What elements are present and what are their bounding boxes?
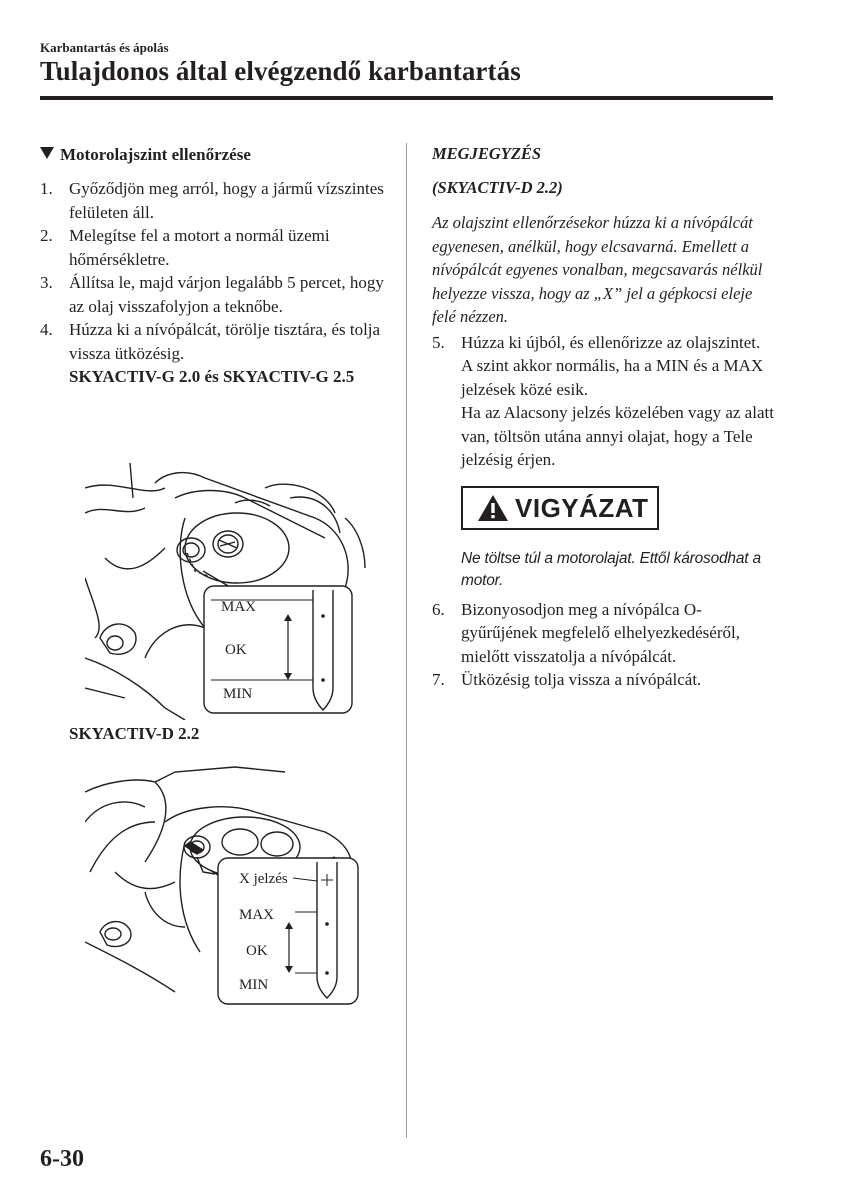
label-max: MAX bbox=[221, 599, 257, 615]
steps-list bbox=[40, 177, 385, 389]
label-x-mark: X jelzés bbox=[239, 871, 288, 887]
column-divider bbox=[406, 143, 407, 1138]
engine-label-g: SKYACTIV-G 2.0 és SKYACTIV-G 2.5 bbox=[69, 367, 355, 386]
page-number: 6-30 bbox=[40, 1146, 84, 1172]
left-column bbox=[40, 143, 385, 389]
engine-figure-d bbox=[85, 762, 370, 1012]
label-min: MIN bbox=[239, 977, 269, 993]
label-max: MAX bbox=[239, 907, 275, 923]
step-number: 6. bbox=[432, 599, 445, 619]
step-text: Húzza ki újból, és ellenőrizze az olajszintet. bbox=[461, 332, 761, 352]
header-rule bbox=[40, 96, 773, 100]
list-item bbox=[40, 224, 385, 271]
step-text: Győződjön meg arról, hogy a jármű vízszintes felületen áll. bbox=[69, 179, 384, 222]
step-text: Melegítse fel a motort a normál üzemi hőmérsékletre. bbox=[69, 226, 330, 269]
dipstick-diagram-g bbox=[85, 458, 370, 720]
step-text-2: A szint akkor normális, ha a MIN és a MAX jelzések közé esik. bbox=[461, 356, 764, 399]
step-number: 1. bbox=[40, 179, 53, 198]
page-title: Tulajdonos által elvégzendő karbantartás bbox=[40, 56, 521, 86]
warning-label: VIGYÁZAT bbox=[515, 492, 649, 523]
triangle-bullet-icon bbox=[40, 147, 54, 159]
engine-figure-g bbox=[85, 458, 370, 720]
list-item bbox=[40, 271, 385, 318]
step-number: 2. bbox=[40, 226, 53, 245]
warning-box bbox=[461, 486, 659, 530]
step-text: Húzza ki a nívópálcát, törölje tisztára, és tolja vissza ütközésig. bbox=[69, 320, 381, 363]
warning-triangle-icon bbox=[477, 494, 509, 522]
right-column bbox=[432, 143, 777, 692]
engine-label-d: SKYACTIV-D 2.2 bbox=[69, 724, 200, 743]
step-number: 3. bbox=[40, 273, 53, 292]
list-item bbox=[40, 318, 385, 389]
list-item bbox=[432, 668, 777, 692]
step-body bbox=[461, 331, 777, 472]
note-subtitle: (SKYACTIV-D 2.2) bbox=[432, 178, 563, 197]
list-item bbox=[432, 598, 777, 669]
dipstick-diagram-d bbox=[85, 762, 370, 1012]
warning-text: Ne töltse túl a motorolajat. Ettől károsodhat a motor. bbox=[461, 549, 761, 589]
section-label: Karbantartás és ápolás bbox=[40, 40, 169, 55]
step-text: Bizonyosodjon meg a nívópálca O-gyűrűjének megfelelő elhelyezkedéséről, mielőtt visszatolja a nívópálcát. bbox=[461, 599, 740, 666]
label-ok: OK bbox=[246, 943, 268, 959]
list-item bbox=[40, 177, 385, 224]
step-body bbox=[69, 318, 385, 389]
step-number: 4. bbox=[40, 320, 53, 339]
step-number: 5. bbox=[432, 332, 445, 352]
step-text-3: Ha az Alacsony jelzés közelében vagy az alatt van, töltsön utána annyi olajat, hogy a Tele jelzésig érjen. bbox=[461, 403, 774, 469]
step-text: Állítsa le, majd várjon legalább 5 percet, hogy az olaj visszafolyjon a teknőbe. bbox=[69, 273, 384, 316]
note-text: Az olajszint ellenőrzésekor húzza ki a nívópálcát egyenesen, anélkül, hogy elcsavarná. Emellett a nívópálcát egyenes vonalban, megcsavarás nélkül helyezze vissza, hogy az „X” jel a gépkocsi eleje felé nézzen. bbox=[432, 213, 763, 326]
section-heading bbox=[40, 143, 385, 167]
label-min: MIN bbox=[223, 686, 253, 702]
list-item bbox=[432, 331, 777, 472]
step-text: Ütközésig tolja vissza a nívópálcát. bbox=[461, 670, 702, 689]
label-ok: OK bbox=[225, 642, 247, 658]
section-heading-text: Motorolajszint ellenőrzése bbox=[60, 145, 251, 164]
step-number: 7. bbox=[432, 670, 445, 689]
note-title: MEGJEGYZÉS bbox=[432, 144, 542, 163]
